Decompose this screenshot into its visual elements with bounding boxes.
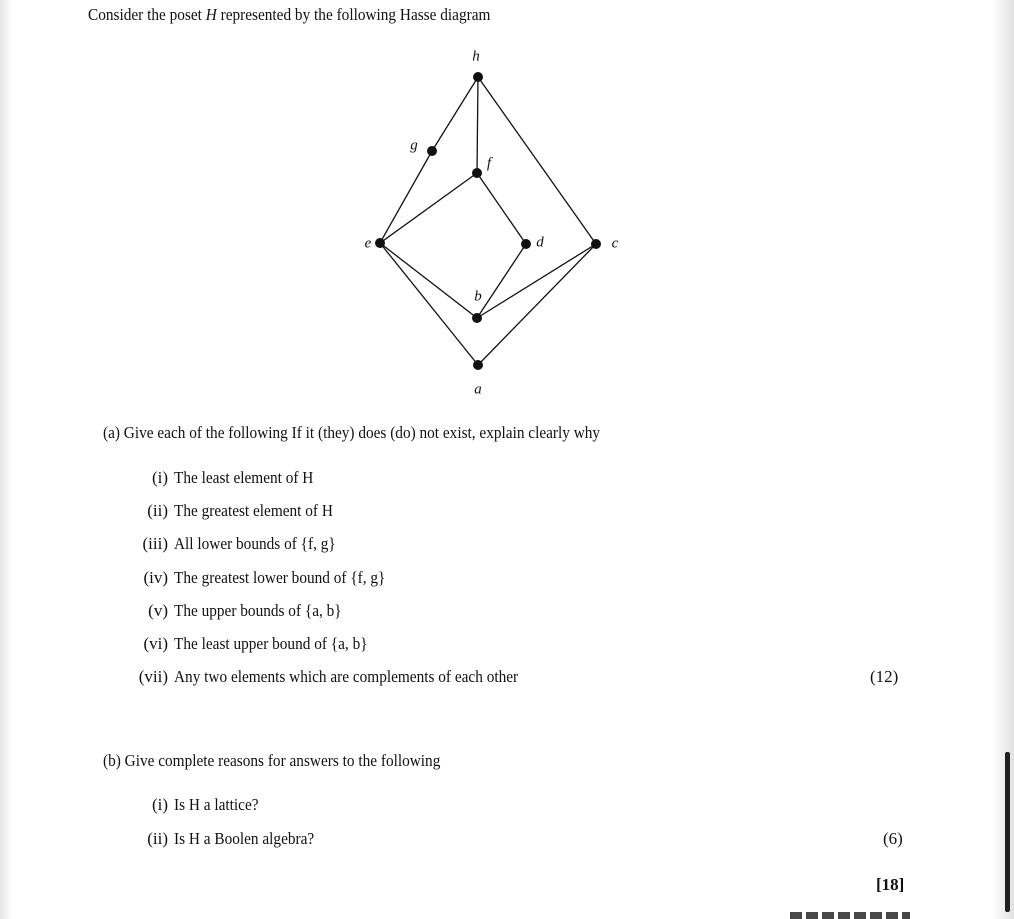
title-suffix: represented by the following Hasse diagram: [216, 5, 491, 24]
node-label-c: c: [611, 235, 619, 252]
part-a-item-number: (vi): [143, 634, 168, 653]
node-e: [375, 238, 385, 248]
part-a-item-text: All lower bounds of {f, g}: [174, 534, 336, 554]
edge-h-f: [477, 77, 478, 173]
node-f: [472, 168, 482, 178]
part-b-item-number: (i): [151, 795, 168, 814]
node-c: [591, 239, 601, 249]
part-b-marks: (6): [883, 829, 903, 848]
part-b-item-text: Is H a lattice?: [174, 795, 259, 814]
edge-e-a: [380, 243, 478, 365]
edge-f-e: [380, 173, 477, 243]
part-b-item-text: Is H a Boolen algebra?: [174, 829, 315, 848]
node-label-d: d: [536, 234, 544, 251]
edge-c-a: [478, 244, 596, 365]
part-a-item-text: The least element of H: [174, 468, 314, 487]
node-label-e: e: [364, 235, 372, 252]
cut-off-text: [790, 912, 910, 919]
node-d: [521, 239, 531, 249]
edge-g-e: [380, 151, 432, 243]
node-g: [427, 146, 437, 156]
node-label-h: h: [472, 48, 480, 65]
part-a-item-number: (vii): [138, 667, 168, 687]
node-label-b: b: [474, 288, 482, 305]
part-b-item-number: (ii): [147, 829, 168, 848]
edge-e-b: [380, 243, 477, 318]
part-a-item-text: Any two elements which are complements of each other: [174, 667, 519, 687]
part-a-prompt: (a) Give each of the following If it (they) does (do) not exist, explain clearly why: [103, 423, 601, 442]
part-a-marks: (12): [870, 667, 899, 686]
title-prefix: Consider the poset: [88, 5, 206, 24]
part-a-item-number: (ii): [147, 501, 168, 521]
edge-f-d: [477, 173, 526, 244]
part-a-item-number: (i): [151, 468, 168, 487]
part-a-item-number: (iv): [143, 567, 168, 587]
edge-h-g: [432, 77, 478, 151]
part-a-item-number: (iii): [142, 534, 168, 554]
part-a-item-text: The least upper bound of {a, b}: [174, 634, 368, 653]
part-a-item-text: The upper bounds of {a, b}: [174, 600, 342, 620]
node-label-g: g: [410, 137, 418, 154]
edge-d-b: [477, 244, 526, 318]
title-symbol: H: [205, 5, 217, 24]
part-a-item-number: (v): [148, 600, 168, 620]
node-label-a: a: [474, 381, 482, 398]
node-label-f: f: [486, 155, 492, 172]
total-marks: [18]: [876, 875, 905, 894]
node-b: [472, 313, 482, 323]
edge-c-b: [477, 244, 596, 318]
node-a: [473, 360, 483, 370]
part-b-prompt: (b) Give complete reasons for answers to the following: [103, 751, 441, 770]
edge-h-c: [478, 77, 596, 244]
node-h: [473, 72, 483, 82]
part-a-item-text: The greatest lower bound of {f, g}: [174, 567, 386, 587]
part-a-item-text: The greatest element of H: [174, 501, 333, 521]
